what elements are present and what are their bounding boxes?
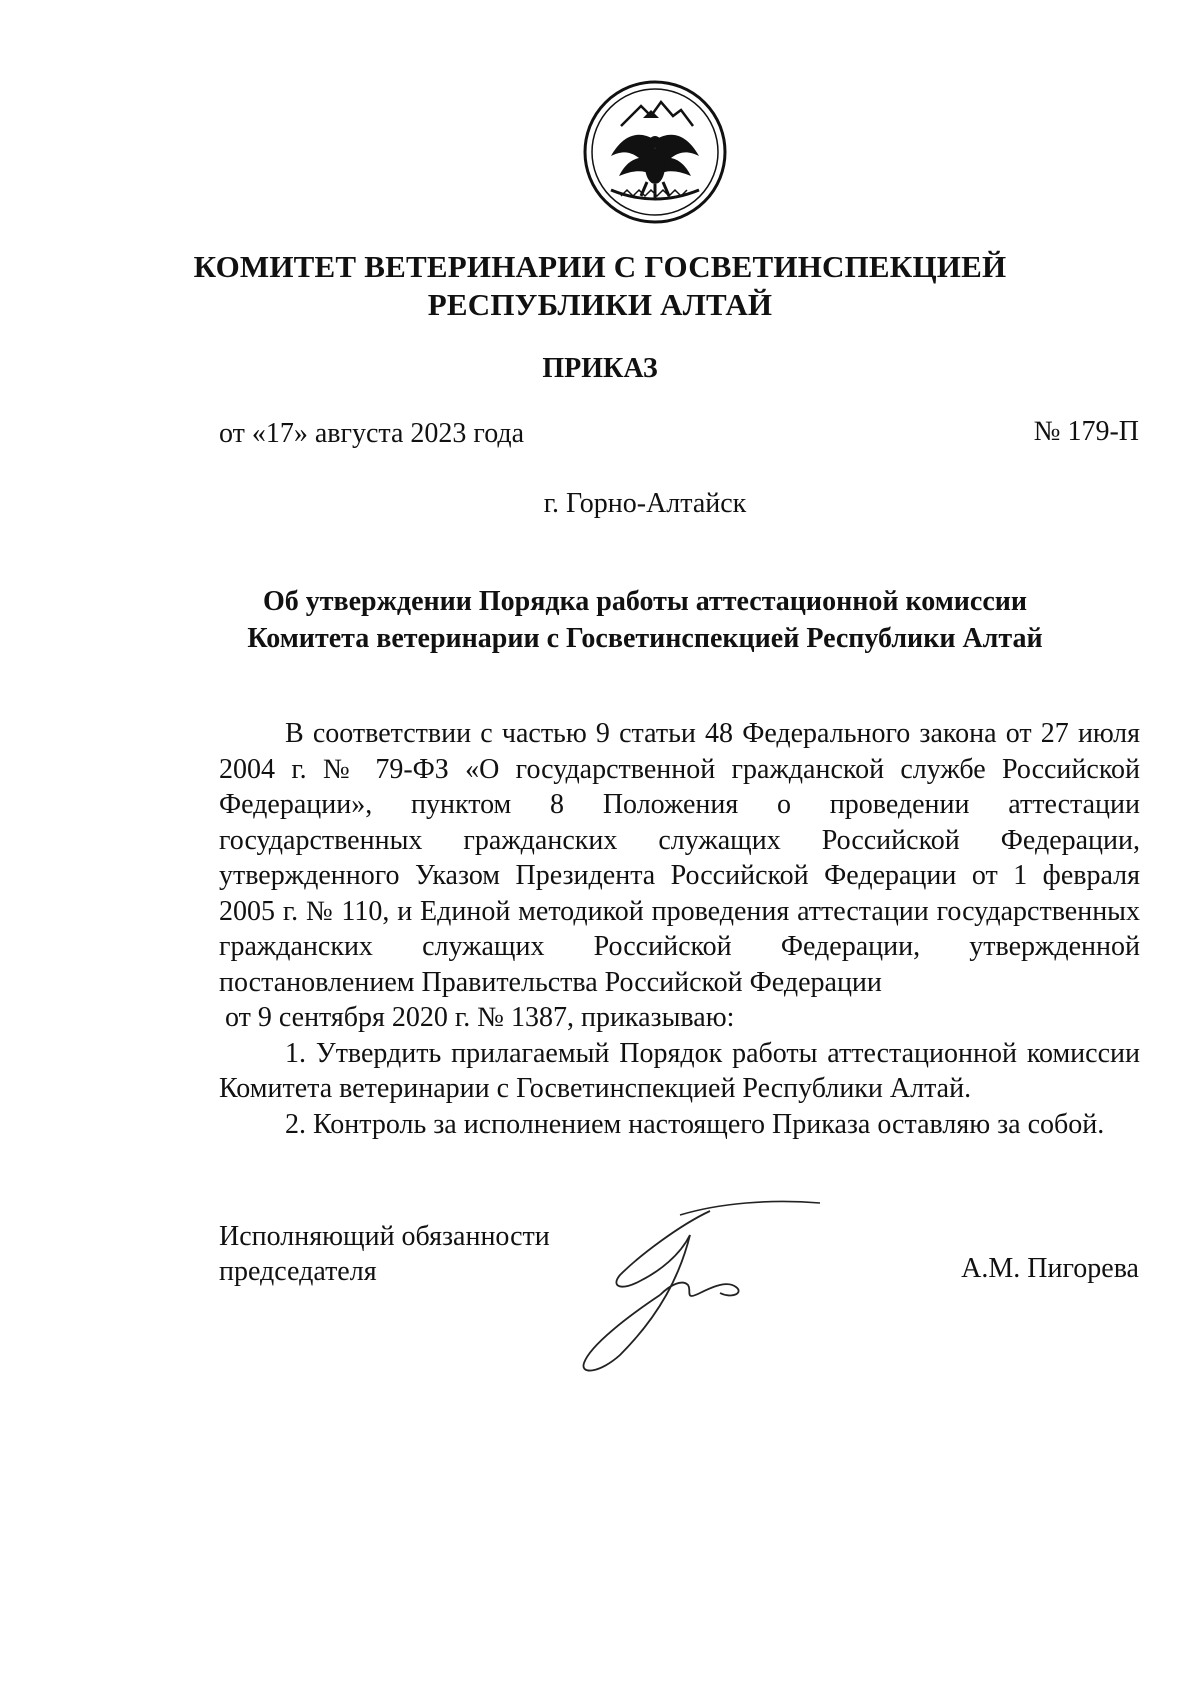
organization-name [0, 248, 1200, 324]
signatory-title-line1: Исполняющий обязанности [219, 1221, 550, 1252]
document-subject-line1: Об утверждении Порядка работы аттестационной комиссии [262, 586, 1028, 617]
signatory-title [219, 1219, 550, 1289]
preamble-ending: от 9 сентября 2020 г. № 1387, приказываю: [225, 1002, 735, 1033]
document-subject [0, 583, 1200, 657]
document-number: № 179-П [1033, 416, 1139, 447]
document-subject-line2: Комитета ветеринарии с Госветинспекцией Республики Алтай [247, 623, 1043, 654]
signatory-title-line2: председателя [219, 1256, 377, 1287]
document-city: г. Горно-Алтайск [543, 488, 747, 519]
document-date: от «17» августа 2023 года [219, 418, 525, 449]
organization-name-line2: РЕСПУБЛИКИ АЛТАЙ [427, 287, 773, 322]
document-body [219, 716, 1140, 1142]
document-type: ПРИКАЗ [542, 353, 658, 384]
organization-name-line1: КОМИТЕТ ВЕТЕРИНАРИИ С ГОСВЕТИНСПЕКЦИЕЙ [193, 249, 1007, 284]
order-item-2: 2. Контроль за исполнением настоящего Приказа оставляю за собой. [285, 1108, 1105, 1140]
order-item-1: 1. Утвердить прилагаемый Порядок работы аттестационной комиссии Комитета ветеринарии с Госветинспекцией Республики Алтай. [219, 1037, 1140, 1104]
signatory-name: А.М. Пигорева [961, 1253, 1139, 1284]
republic-altai-emblem-icon [581, 78, 729, 226]
preamble-paragraph: В соответствии с частью 9 статьи 48 Федерального закона от 27 июля 2004 г. № 79-ФЗ «О государственной гражданской службе Российской Федерации», пунктом 8 Положения о проведении аттестации государственных гражданских служащих Российской Федерации, утвержденного Указом Президента Российской Федерации от 1 февраля 2005 г. № 110, и Единой методикой проведения аттестации государственных гражданских служащих Российской Федерации, утвержденной постановлением Правительства Российской Федерации [219, 718, 1140, 998]
handwritten-signature [560, 1195, 860, 1385]
